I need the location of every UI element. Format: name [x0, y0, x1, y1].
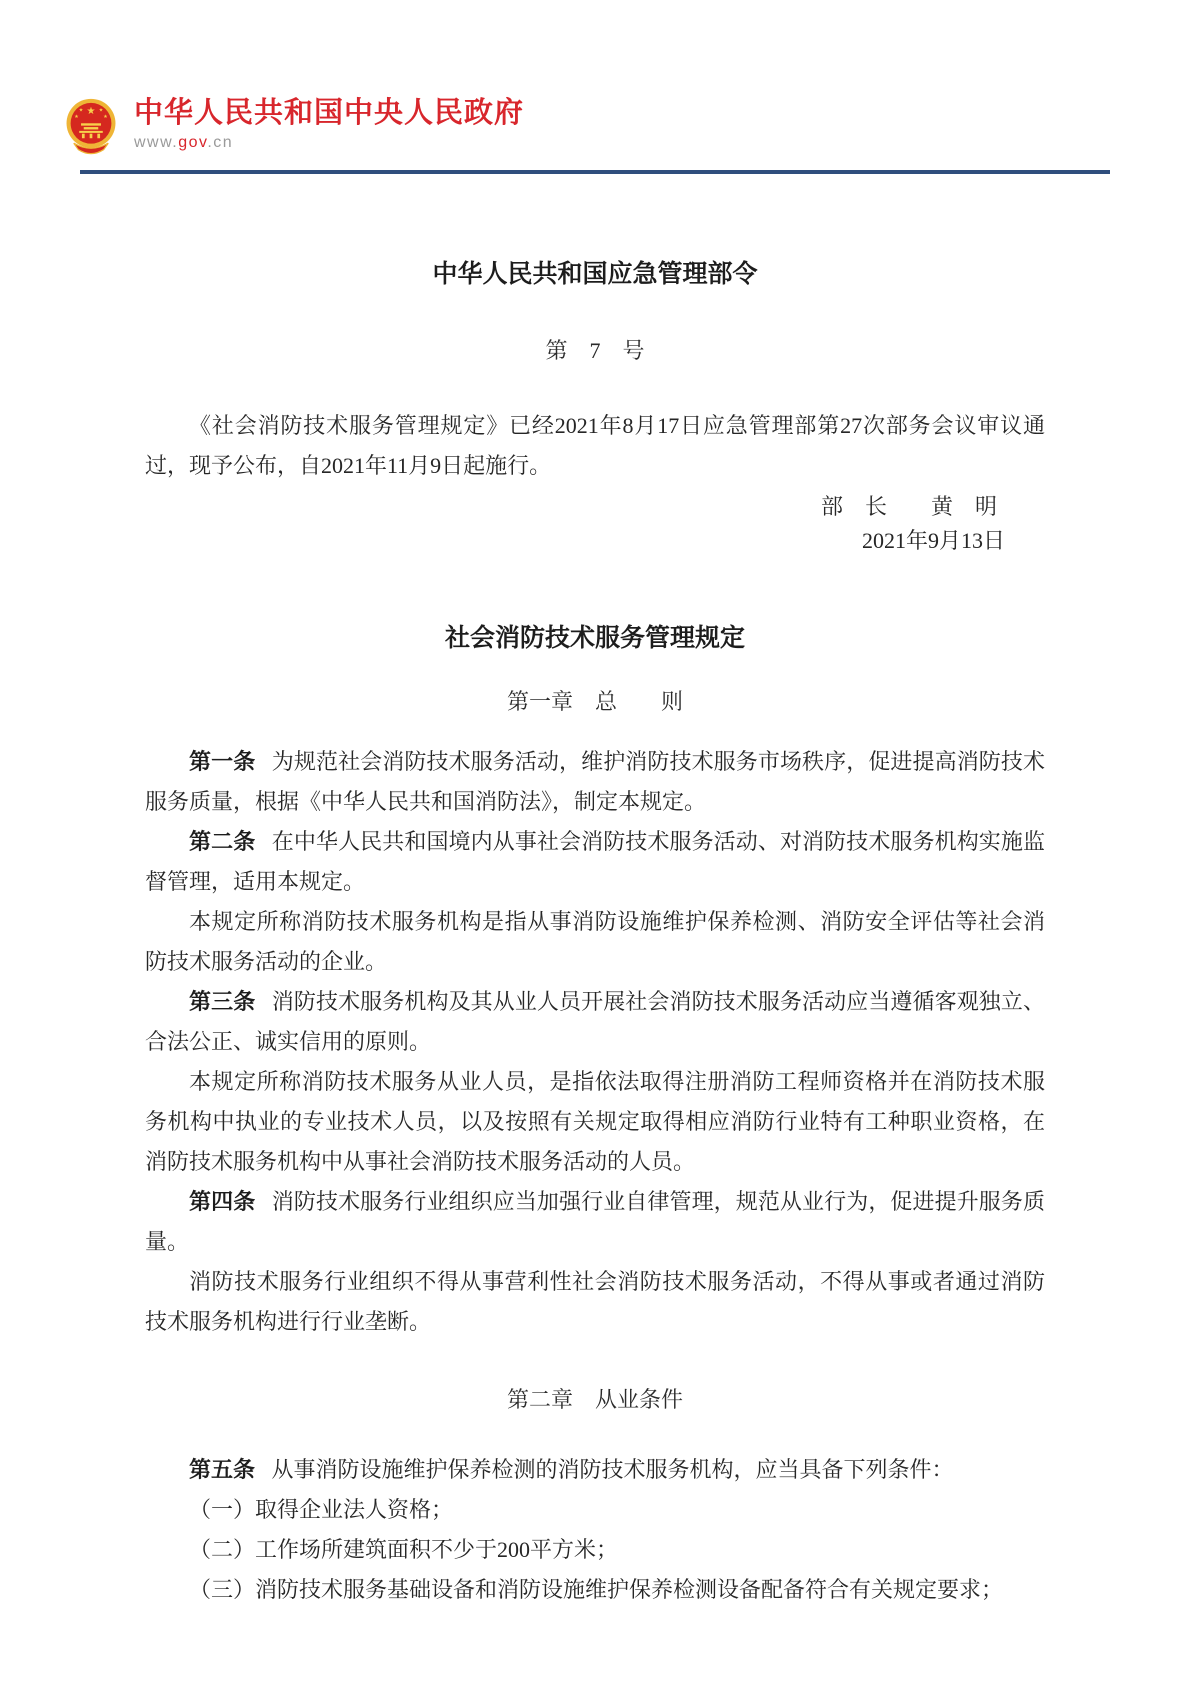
article-5-number: 第五条: [189, 1457, 256, 1482]
article-1-number: 第一条: [189, 749, 256, 774]
article-4-number: 第四条: [189, 1189, 256, 1214]
decree-number: 第 7 号: [545, 338, 645, 363]
site-header: [0, 0, 1190, 174]
article-2-number: 第二条: [189, 829, 256, 854]
chapter-2-heading: 第二章 从业条件: [506, 1387, 683, 1412]
article-5-item-3: （三）消防技术服务基础设备和消防设施维护保养检测设备配备符合有关规定要求；: [189, 1577, 1004, 1602]
article-1: [145, 742, 1045, 822]
article-2-text: 在中华人民共和国境内从事社会消防技术服务活动、对消防技术服务机构实施监督管理，适用本规定。: [145, 829, 1045, 894]
decree-title: 中华人民共和国应急管理部令: [432, 260, 758, 288]
chapter-1-heading: 第一章 总 则: [506, 689, 683, 714]
header-divider-line: [80, 170, 1110, 174]
svg-text:★: ★: [103, 114, 108, 120]
svg-text:★: ★: [98, 108, 104, 114]
article-5: [145, 1450, 1045, 1490]
brand-text: [134, 96, 524, 152]
site-url-suffix: .cn: [207, 134, 234, 151]
site-url: [134, 134, 524, 152]
article-4-text: 消防技术服务行业组织应当加强行业自律管理，规范从业行为，促进提升服务质量。: [145, 1189, 1045, 1254]
signature-date: 2021年9月13日: [861, 528, 1005, 553]
svg-text:★: ★: [86, 106, 96, 118]
site-title: 中华人民共和国中央人民政府: [134, 97, 525, 129]
article-2: [145, 822, 1045, 902]
article-5-text: 从事消防设施维护保养检测的消防技术服务机构，应当具备下列条件：: [271, 1457, 954, 1482]
article-5-item-1: （一）取得企业法人资格；: [189, 1497, 454, 1522]
national-emblem-icon: [62, 96, 120, 156]
site-logo[interactable]: [40, 96, 1150, 156]
preamble-paragraph: 《社会消防技术服务管理规定》已经2021年8月17日应急管理部第27次部务会议审议通过，现予公布，自2021年11月9日起施行。: [145, 413, 1045, 478]
signature-minister: 部 长 黄 明: [820, 494, 997, 519]
article-1-text: 为规范社会消防技术服务活动，维护消防技术服务市场秩序，促进提高消防技术服务质量，根据《中华人民共和国消防法》，制定本规定。: [145, 749, 1045, 814]
regulation-title: 社会消防技术服务管理规定: [444, 624, 745, 652]
article-3: [145, 982, 1045, 1062]
article-2-continuation: 本规定所称消防技术服务机构是指从事消防设施维护保养检测、消防安全评估等社会消防技术服务活动的企业。: [145, 909, 1045, 974]
article-4: [145, 1182, 1045, 1262]
document-body: [145, 258, 1045, 1610]
article-3-continuation: 本规定所称消防技术服务从业人员，是指依法取得注册消防工程师资格并在消防技术服务机构中执业的专业技术人员，以及按照有关规定取得相应消防行业特有工种职业资格，在消防技术服务机构中从事社会消防技术服务活动的人员。: [145, 1069, 1045, 1174]
svg-text:★: ★: [74, 114, 79, 120]
article-4-continuation: 消防技术服务行业组织不得从事营利性社会消防技术服务活动，不得从事或者通过消防技术服务机构进行行业垄断。: [145, 1269, 1045, 1334]
signature-block: [145, 490, 1045, 558]
site-url-gov: gov: [178, 134, 208, 151]
article-3-number: 第三条: [189, 989, 256, 1014]
article-5-item-2: （二）工作场所建筑面积不少于200平方米；: [189, 1537, 619, 1562]
svg-text:★: ★: [78, 108, 84, 114]
site-url-prefix: www.: [134, 134, 179, 151]
article-3-text: 消防技术服务机构及其从业人员开展社会消防技术服务活动应当遵循客观独立、合法公正、诚实信用的原则。: [145, 989, 1045, 1054]
